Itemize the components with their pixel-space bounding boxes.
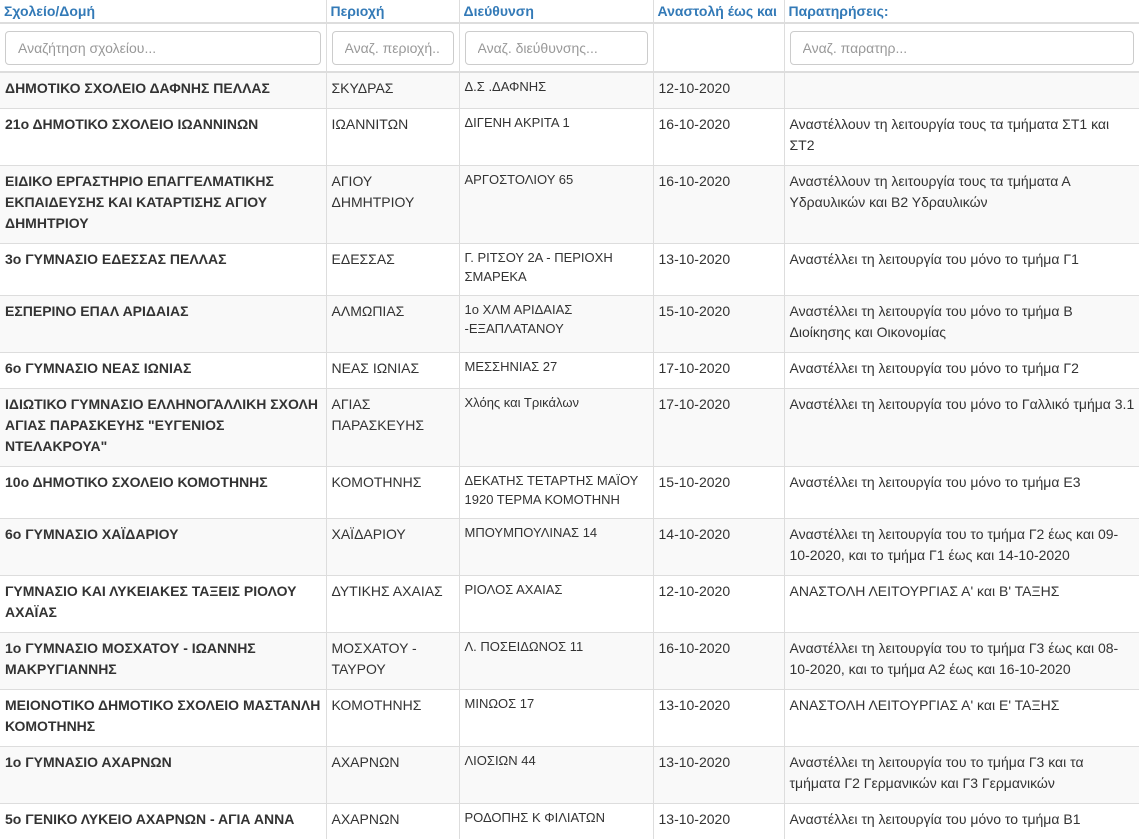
table-row bbox=[0, 72, 1139, 109]
region-cell: ΑΧΑΡΝΩΝ bbox=[326, 747, 459, 804]
region-cell: ΜΟΣΧΑΤΟΥ - ΤΑΥΡΟΥ bbox=[326, 633, 459, 690]
address-cell: ΛΙΟΣΙΩΝ 44 bbox=[459, 747, 653, 804]
notes-cell: Αναστέλλει τη λειτουργία του μόνο το τμήμα Γ2 bbox=[784, 353, 1139, 389]
address-search-input[interactable] bbox=[465, 31, 648, 65]
table-row bbox=[0, 296, 1139, 353]
region-cell: ΝΕΑΣ ΙΩΝΙΑΣ bbox=[326, 353, 459, 389]
header-school[interactable]: Σχολείο/Δομή bbox=[0, 0, 326, 23]
table-row bbox=[0, 353, 1139, 389]
suspension-date-cell: 16-10-2020 bbox=[653, 633, 784, 690]
table-row bbox=[0, 747, 1139, 804]
notes-cell: ΑΝΑΣΤΟΛΗ ΛΕΙΤΟΥΡΓΙΑΣ Α' και Ε' ΤΑΞΗΣ bbox=[784, 690, 1139, 747]
suspension-date-cell: 13-10-2020 bbox=[653, 690, 784, 747]
suspension-date-cell: 17-10-2020 bbox=[653, 353, 784, 389]
header-region[interactable]: Περιοχή bbox=[326, 0, 459, 23]
suspension-date-cell: 16-10-2020 bbox=[653, 166, 784, 244]
table-row bbox=[0, 633, 1139, 690]
notes-cell bbox=[784, 72, 1139, 109]
region-cell: ΚΟΜΟΤΗΝΗΣ bbox=[326, 690, 459, 747]
school-search-input[interactable] bbox=[5, 31, 321, 65]
header-row bbox=[0, 0, 1139, 23]
table-row bbox=[0, 519, 1139, 576]
address-cell: ΔΕΚΑΤΗΣ ΤΕΤΑΡΤΗΣ ΜΑΪΟΥ 1920 ΤΕΡΜΑ ΚΟΜΟΤΗΝΗ bbox=[459, 467, 653, 519]
suspension-date-cell: 13-10-2020 bbox=[653, 244, 784, 296]
suspension-date-cell: 12-10-2020 bbox=[653, 576, 784, 633]
filter-cell-date-empty bbox=[653, 23, 784, 72]
suspension-date-cell: 15-10-2020 bbox=[653, 467, 784, 519]
address-cell: Γ. ΡΙΤΣΟΥ 2Α - ΠΕΡΙΟΧΗ ΣΜΑΡΕΚΑ bbox=[459, 244, 653, 296]
region-cell: ΙΩΑΝΝΙΤΩΝ bbox=[326, 109, 459, 166]
school-name-cell: ΜΕΙΟΝΟΤΙΚΟ ΔΗΜΟΤΙΚΟ ΣΧΟΛΕΙΟ ΜΑΣΤΑΝΛΗ ΚΟΜΟΤΗΝΗΣ bbox=[0, 690, 326, 747]
notes-cell: Αναστέλλει τη λειτουργία του το τμήμα Γ2 έως και 09-10-2020, και το τμήμα Γ1 έως και 14-10-2020 bbox=[784, 519, 1139, 576]
suspension-date-cell: 17-10-2020 bbox=[653, 389, 784, 467]
filter-cell-school bbox=[0, 23, 326, 72]
region-cell: ΧΑΪΔΑΡΙΟΥ bbox=[326, 519, 459, 576]
notes-cell: Αναστέλλει τη λειτουργία του μόνο το τμήμα Ε3 bbox=[784, 467, 1139, 519]
address-cell: 1ο ΧΛΜ ΑΡΙΔΑΙΑΣ -ΕΞΑΠΛΑΤΑΝΟΥ bbox=[459, 296, 653, 353]
notes-cell: Αναστέλλουν τη λειτουργία τους τα τμήματα ΣΤ1 και ΣΤ2 bbox=[784, 109, 1139, 166]
notes-cell: Αναστέλλει τη λειτουργία του μόνο το τμήμα Γ1 bbox=[784, 244, 1139, 296]
table-row bbox=[0, 244, 1139, 296]
region-cell: ΑΓΙΑΣ ΠΑΡΑΣΚΕΥΗΣ bbox=[326, 389, 459, 467]
notes-search-input[interactable] bbox=[790, 31, 1135, 65]
school-name-cell: ΙΔΙΩΤΙΚΟ ΓΥΜΝΑΣΙΟ ΕΛΛΗΝΟΓΑΛΛΙΚΗ ΣΧΟΛΗ ΑΓΙΑΣ ΠΑΡΑΣΚΕΥΗΣ "ΕΥΓΕΝΙΟΣ ΝΤΕΛΑΚΡΟΥΑ" bbox=[0, 389, 326, 467]
suspension-date-cell: 16-10-2020 bbox=[653, 109, 784, 166]
filter-cell-address bbox=[459, 23, 653, 72]
school-name-cell: 3ο ΓΥΜΝΑΣΙΟ ΕΔΕΣΣΑΣ ΠΕΛΛΑΣ bbox=[0, 244, 326, 296]
table-row bbox=[0, 690, 1139, 747]
table-body bbox=[0, 72, 1139, 839]
suspension-date-cell: 15-10-2020 bbox=[653, 296, 784, 353]
address-cell: ΜΠΟΥΜΠΟΥΛΙΝΑΣ 14 bbox=[459, 519, 653, 576]
header-suspension-date[interactable]: Αναστολή έως και bbox=[653, 0, 784, 23]
address-cell: ΡΙΟΛΟΣ ΑΧΑΙΑΣ bbox=[459, 576, 653, 633]
region-cell: ΑΧΑΡΝΩΝ bbox=[326, 804, 459, 839]
school-name-cell: 6ο ΓΥΜΝΑΣΙΟ ΝΕΑΣ ΙΩΝΙΑΣ bbox=[0, 353, 326, 389]
filter-cell-notes bbox=[784, 23, 1139, 72]
address-cell: Χλόης και Τρικάλων bbox=[459, 389, 653, 467]
notes-cell: Αναστέλλουν τη λειτουργία τους τα τμήματα Α Υδραυλικών και Β2 Υδραυλικών bbox=[784, 166, 1139, 244]
suspension-date-cell: 14-10-2020 bbox=[653, 519, 784, 576]
school-name-cell: ΕΣΠΕΡΙΝΟ ΕΠΑΛ ΑΡΙΔΑΙΑΣ bbox=[0, 296, 326, 353]
table-row bbox=[0, 109, 1139, 166]
address-cell: ΜΕΣΣΗΝΙΑΣ 27 bbox=[459, 353, 653, 389]
address-cell: Δ.Σ .ΔΑΦΝΗΣ bbox=[459, 72, 653, 109]
notes-cell: ΑΝΑΣΤΟΛΗ ΛΕΙΤΟΥΡΓΙΑΣ Α' και Β' ΤΑΞΗΣ bbox=[784, 576, 1139, 633]
table-row bbox=[0, 389, 1139, 467]
region-cell: ΑΓΙΟΥ ΔΗΜΗΤΡΙΟΥ bbox=[326, 166, 459, 244]
region-cell: ΣΚΥΔΡΑΣ bbox=[326, 72, 459, 109]
region-cell: ΔΥΤΙΚΗΣ ΑΧΑΙΑΣ bbox=[326, 576, 459, 633]
address-cell: ΡΟΔΟΠΗΣ Κ ΦΙΛΙΑΤΩΝ bbox=[459, 804, 653, 839]
header-address[interactable]: Διεύθυνση bbox=[459, 0, 653, 23]
school-name-cell: ΔΗΜΟΤΙΚΟ ΣΧΟΛΕΙΟ ΔΑΦΝΗΣ ΠΕΛΛΑΣ bbox=[0, 72, 326, 109]
notes-cell: Αναστέλλει τη λειτουργία του μόνο το Γαλλικό τμήμα 3.1 bbox=[784, 389, 1139, 467]
header-notes[interactable]: Παρατηρήσεις: bbox=[784, 0, 1139, 23]
address-cell: ΑΡΓΟΣΤΟΛΙΟΥ 65 bbox=[459, 166, 653, 244]
suspension-date-cell: 12-10-2020 bbox=[653, 72, 784, 109]
address-cell: Λ. ΠΟΣΕΙΔΩΝΟΣ 11 bbox=[459, 633, 653, 690]
school-name-cell: ΕΙΔΙΚΟ ΕΡΓΑΣΤΗΡΙΟ ΕΠΑΓΓΕΛΜΑΤΙΚΗΣ ΕΚΠΑΙΔΕΥΣΗΣ ΚΑΙ ΚΑΤΑΡΤΙΣΗΣ ΑΓΙΟΥ ΔΗΜΗΤΡΙΟΥ bbox=[0, 166, 326, 244]
school-name-cell: ΓΥΜΝΑΣΙΟ ΚΑΙ ΛΥΚΕΙΑΚΕΣ ΤΑΞΕΙΣ ΡΙΟΛΟΥ ΑΧΑΪΑΣ bbox=[0, 576, 326, 633]
table-row bbox=[0, 804, 1139, 839]
school-name-cell: 21ο ΔΗΜΟΤΙΚΟ ΣΧΟΛΕΙΟ ΙΩΑΝΝΙΝΩΝ bbox=[0, 109, 326, 166]
region-cell: ΚΟΜΟΤΗΝΗΣ bbox=[326, 467, 459, 519]
notes-cell: Αναστέλλει τη λειτουργία του μόνο το τμήμα Β Διοίκησης και Οικονομίας bbox=[784, 296, 1139, 353]
region-search-input[interactable] bbox=[332, 31, 454, 65]
address-cell: ΔΙΓΕΝΗ ΑΚΡΙΤΑ 1 bbox=[459, 109, 653, 166]
suspension-date-cell: 13-10-2020 bbox=[653, 747, 784, 804]
notes-cell: Αναστέλλει τη λειτουργία του μόνο το τμήμα Β1 bbox=[784, 804, 1139, 839]
region-cell: ΕΔΕΣΣΑΣ bbox=[326, 244, 459, 296]
region-cell: ΑΛΜΩΠΙΑΣ bbox=[326, 296, 459, 353]
address-cell: ΜΙΝΩΟΣ 17 bbox=[459, 690, 653, 747]
table-row bbox=[0, 576, 1139, 633]
filter-cell-region bbox=[326, 23, 459, 72]
notes-cell: Αναστέλλει τη λειτουργία του το τμήμα Γ3 έως και 08-10-2020, και το τμήμα Α2 έως και 16-10-2020 bbox=[784, 633, 1139, 690]
filter-row bbox=[0, 23, 1139, 72]
table-row bbox=[0, 467, 1139, 519]
school-name-cell: 1ο ΓΥΜΝΑΣΙΟ ΑΧΑΡΝΩΝ bbox=[0, 747, 326, 804]
school-name-cell: 1ο ΓΥΜΝΑΣΙΟ ΜΟΣΧΑΤΟΥ - ΙΩΑΝΝΗΣ ΜΑΚΡΥΓΙΑΝΝΗΣ bbox=[0, 633, 326, 690]
suspension-date-cell: 13-10-2020 bbox=[653, 804, 784, 839]
school-name-cell: 5ο ΓΕΝΙΚΟ ΛΥΚΕΙΟ ΑΧΑΡΝΩΝ - ΑΓΙΑ ΑΝΝΑ bbox=[0, 804, 326, 839]
table-row bbox=[0, 166, 1139, 244]
school-name-cell: 6ο ΓΥΜΝΑΣΙΟ ΧΑΪΔΑΡΙΟΥ bbox=[0, 519, 326, 576]
notes-cell: Αναστέλλει τη λειτουργία του το τμήμα Γ3 και τα τμήματα Γ2 Γερμανικών και Γ3 Γερμανικών bbox=[784, 747, 1139, 804]
school-name-cell: 10ο ΔΗΜΟΤΙΚΟ ΣΧΟΛΕΙΟ ΚΟΜΟΤΗΝΗΣ bbox=[0, 467, 326, 519]
